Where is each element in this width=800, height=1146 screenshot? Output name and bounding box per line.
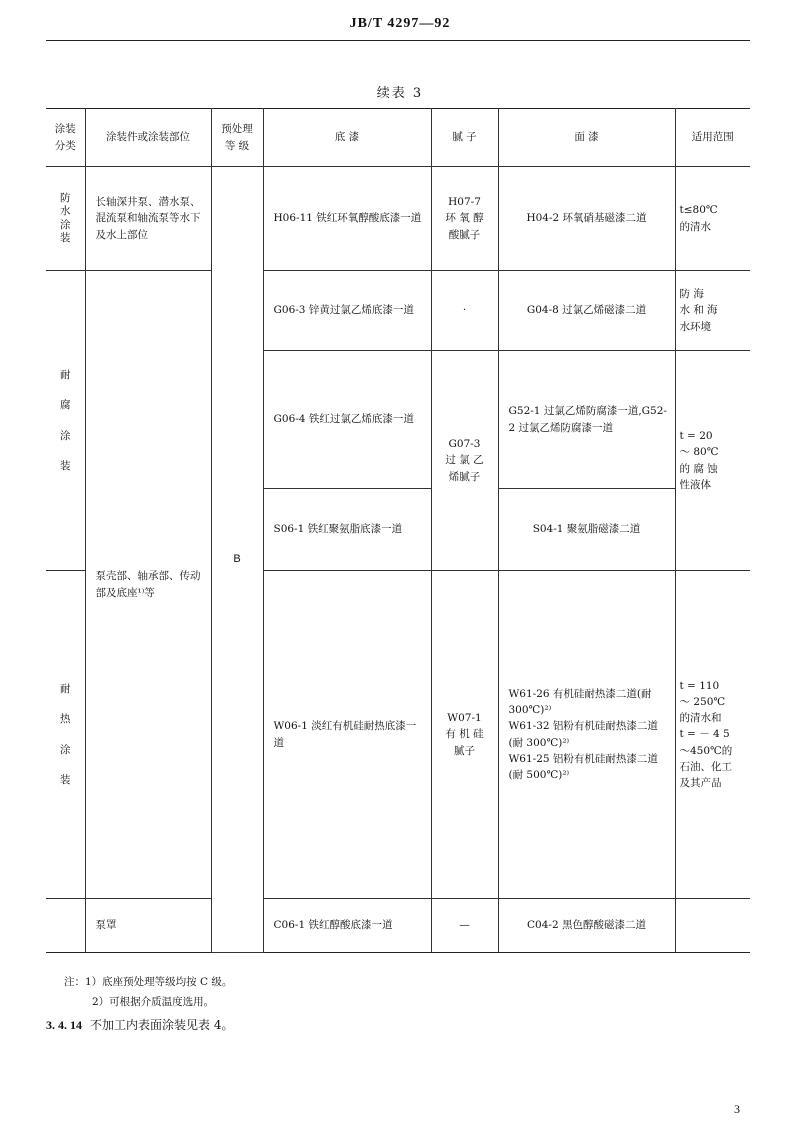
section-number: 3. 4. 14 xyxy=(46,1018,82,1032)
primer-cell: C06-1 铁红醇酸底漆一道 xyxy=(263,899,431,953)
topcoat-cell: S04-1 聚氨脂磁漆二道 xyxy=(498,489,675,571)
column-header-primer: 底 漆 xyxy=(263,109,431,167)
column-header-topcoat: 面 漆 xyxy=(498,109,675,167)
topcoat-cell: G52-1 过氯乙烯防腐漆一道,G52-2 过氯乙烯防腐漆一道 xyxy=(498,351,675,489)
scope-cell: t≤80℃ 的清水 xyxy=(675,167,750,271)
primer-cell: H06-11 铁红环氧醇酸底漆一道 xyxy=(263,167,431,271)
scope-empty-cell xyxy=(675,899,750,953)
coating-spec-table xyxy=(46,108,750,953)
part-cell: 泵罩 xyxy=(85,899,211,953)
column-header-category: 涂装 分类 xyxy=(46,109,85,167)
note-2: 2）可根据介质温度选用。 xyxy=(92,996,215,1009)
table-caption: 续表 3 xyxy=(376,86,424,101)
putty-cell: W07-1 有 机 硅 腻子 xyxy=(431,571,498,899)
section-paragraph xyxy=(46,1016,233,1033)
part-cell: 长轴深井泵、潜水泵、混流泵和轴流泵等水下及水上部位 xyxy=(85,167,211,271)
column-header-grade: 预处理 等 级 xyxy=(211,109,263,167)
scope-cell: t = 20 ～ 80℃ 的 腐 蚀 性液体 xyxy=(675,351,750,571)
putty-cell: · xyxy=(431,271,498,351)
column-header-putty: 腻 子 xyxy=(431,109,498,167)
primer-cell: G06-4 铁红过氯乙烯底漆一道 xyxy=(263,351,431,489)
column-header-part: 涂装件或涂装部位 xyxy=(85,109,211,167)
table-row xyxy=(46,271,750,351)
topcoat-cell: W61-26 有机硅耐热漆二道(耐 300℃)²⁾ W61-32 铝粉有机硅耐热漆二道(耐 300℃)²⁾ W61-25 铝粉有机硅耐热漆二道(耐 500℃)²⁾ xyxy=(498,571,675,899)
header-rule xyxy=(46,40,750,41)
primer-cell: W06-1 淡红有机硅耐热底漆一道 xyxy=(263,571,431,899)
primer-cell: S06-1 铁红聚氨脂底漆一道 xyxy=(263,489,431,571)
scope-cell: t = 110 ～ 250℃ 的清水和 t = － 4 5 ～450℃的 石油、化工 及其产品 xyxy=(675,571,750,899)
category-anticorrosion: 耐 腐 涂 装 xyxy=(46,271,85,571)
category-heat-resistant: 耐 热 涂 装 xyxy=(46,571,85,899)
primer-cell: G06-3 锌黄过氯乙烯底漆一道 xyxy=(263,271,431,351)
page-number: 3 xyxy=(734,1102,740,1116)
table-notes xyxy=(64,972,232,1013)
putty-cell: — xyxy=(431,899,498,953)
scope-cell: 防 海 水 和 海 水环境 xyxy=(675,271,750,351)
table-row xyxy=(46,899,750,953)
column-header-scope: 适用范围 xyxy=(675,109,750,167)
topcoat-cell: C04-2 黑色醇酸磁漆二道 xyxy=(498,899,675,953)
putty-cell: H07-7 环 氧 醇 酸腻子 xyxy=(431,167,498,271)
topcoat-cell: H04-2 环氧硝基磁漆二道 xyxy=(498,167,675,271)
category-empty-cell xyxy=(46,899,85,953)
topcoat-cell: G04-8 过氯乙烯磁漆二道 xyxy=(498,271,675,351)
table-header-row xyxy=(46,109,750,167)
part-cell: 泵壳部、轴承部、传动部及底座¹⁾等 xyxy=(85,271,211,899)
putty-cell: G07-3 过 氯 乙 烯腻子 xyxy=(431,351,498,571)
category-waterproof: 防 水 涂 装 xyxy=(46,167,85,271)
table-row xyxy=(46,167,750,271)
pretreatment-grade: B xyxy=(211,167,263,953)
section-text: 不加工内表面涂装见表 4。 xyxy=(90,1018,234,1032)
standard-code: JB/T 4297—92 xyxy=(349,16,451,31)
note-1: 注：1）底座预处理等级均按 C 级。 xyxy=(64,976,233,988)
